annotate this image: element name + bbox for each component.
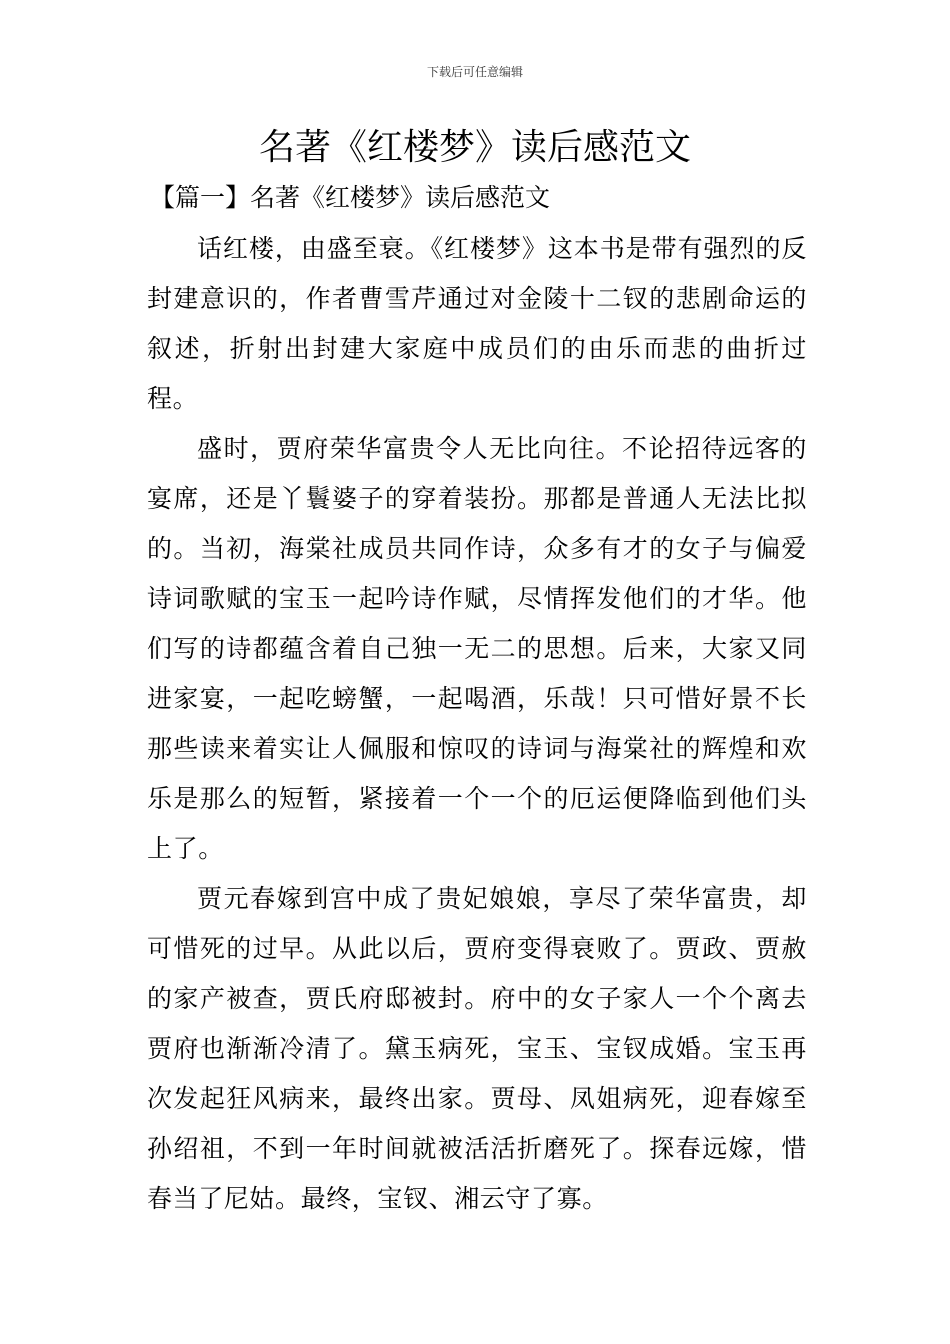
paragraph-3: 贾元春嫁到宫中成了贵妃娘娘，享尽了荣华富贵，却可惜死的过早。从此以后，贾府变得衰败了。贾政、贾赦的家产被查，贾氏府邸被封。府中的女子家人一个个离去贾府也渐渐冷清了。黛玉病死，宝玉、宝钗成婚。宝玉再次发起狂风病来，最终出家。贾母、凤姐病死，迎春嫁至孙绍祖，不到一年时间就被活活折磨死了。探春远嫁，惜春当了尼姑。最终，宝钗、湘云守了寡。 — [147, 884, 807, 1213]
paragraph-1: 话红楼，由盛至衰。《红楼梦》这本书是带有强烈的反封建意识的，作者曹雪芹通过对金陵十二钗的悲剧命运的叙述，折射出封建大家庭中成员们的由乐而悲的曲折过程。 — [147, 234, 807, 413]
paragraph-2: 盛时，贾府荣华富贵令人无比向往。不论招待远客的宴席，还是丫鬟婆子的穿着装扮。那都是普通人无法比拟的。当初，海棠社成员共同作诗，众多有才的女子与偏爱诗词歌赋的宝玉一起吟诗作赋，尽情挥发他们的才华。他们写的诗都蕴含着自己独一无二的思想。后来，大家又同进家宴，一起吃螃蟹，一起喝酒，乐哉！只可惜好景不长那些读来着实让人佩服和惊叹的诗词与海棠社的辉煌和欢乐是那么的短暂，紧接着一个一个的厄运便降临到他们头上了。 — [147, 434, 807, 863]
page-title: 名著《红楼梦》读后感范文 — [258, 127, 691, 168]
article-body — [147, 224, 807, 1224]
section-heading: 【篇一】名著《红楼梦》读后感范文 — [150, 183, 551, 212]
header-note: 下载后可任意编辑 — [426, 65, 523, 79]
